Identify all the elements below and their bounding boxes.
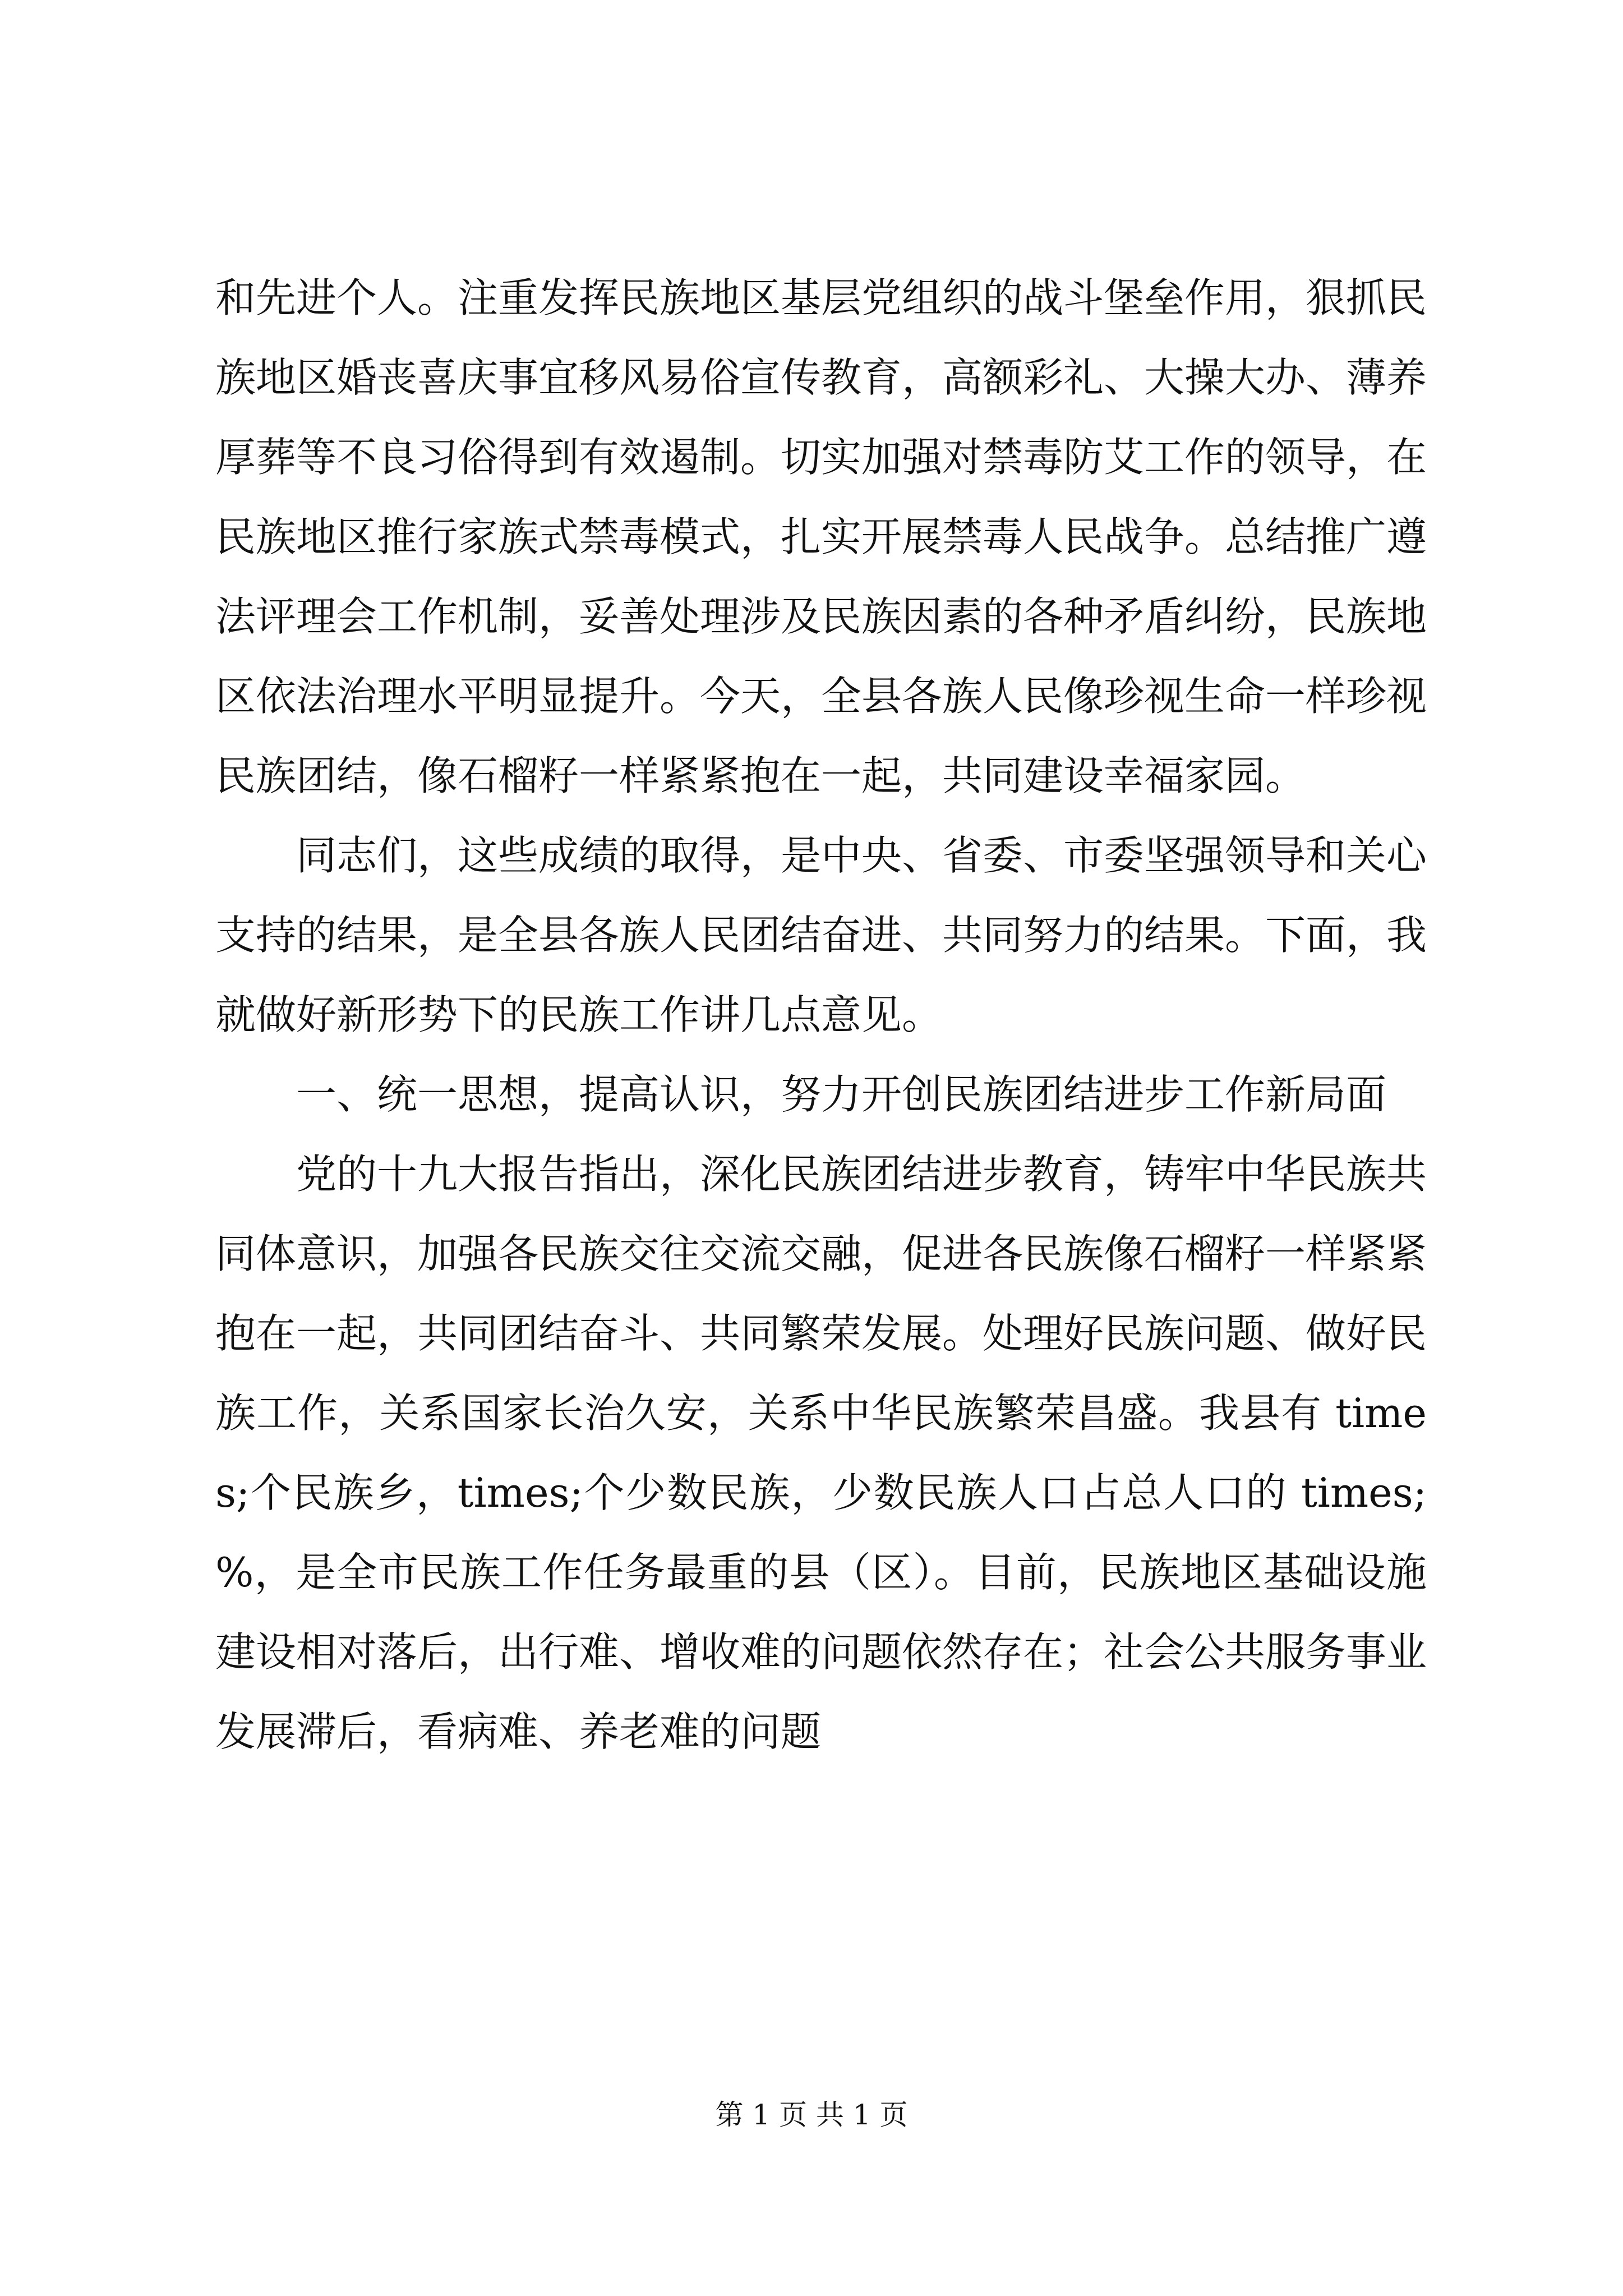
paragraph-achievements: 同志们，这些成绩的取得，是中央、省委、市委坚强领导和关心支持的结果，是全县各族人民团结奋进、共同努力的结果。下面，我就做好新形势下的民族工作讲几点意见。 xyxy=(215,832,1427,1038)
section-heading-one: 一、统一思想，提高认识，努力开创民族团结进步工作新局面 xyxy=(296,1071,1387,1118)
paragraph-continuation: 和先进个人。注重发挥民族地区基层党组织的战斗堡垒作用，狠抓民族地区婚丧喜庆事宜移风易俗宣传教育，高额彩礼、大操大办、薄养厚葬等不良习俗得到有效遏制。切实加强对禁毒防艾工作的领导，在民族地区推行家族式禁毒模式，扎实开展禁毒人民战争。总结推广遵法评理会工作机制，妥善处理涉及民族因素的各种矛盾纠纷，民族地区依法治理水平明显提升。今天，全县各族人民像珍视生命一样珍视民族团结，像石榴籽一样紧紧抱在一起，共同建设幸福家园。 xyxy=(215,274,1427,799)
paragraph-nineteenth-congress: 党的十九大报告指出，深化民族团结进步教育，铸牢中华民族共同体意识，加强各民族交往交流交融，促进各民族像石榴籽一样紧紧抱在一起，共同团结奋斗、共同繁荣发展。处理好民族问题、做好民族工作，关系国家长治久安，关系中华民族繁荣昌盛。我县有 times;个民族乡，times;个少数民族，少数民族人口占总人口的 times;%，是全市民族工作任务最重的县（区）。目前，民族地区基础设施建设相对落后，出行难、增收难的问题依然存在；社会公共服务事业发展滞后，看病难、养老难的问题 xyxy=(215,1151,1427,1755)
document-body xyxy=(215,258,1427,1772)
page-footer: 第 1 页 共 1 页 xyxy=(715,2099,908,2131)
